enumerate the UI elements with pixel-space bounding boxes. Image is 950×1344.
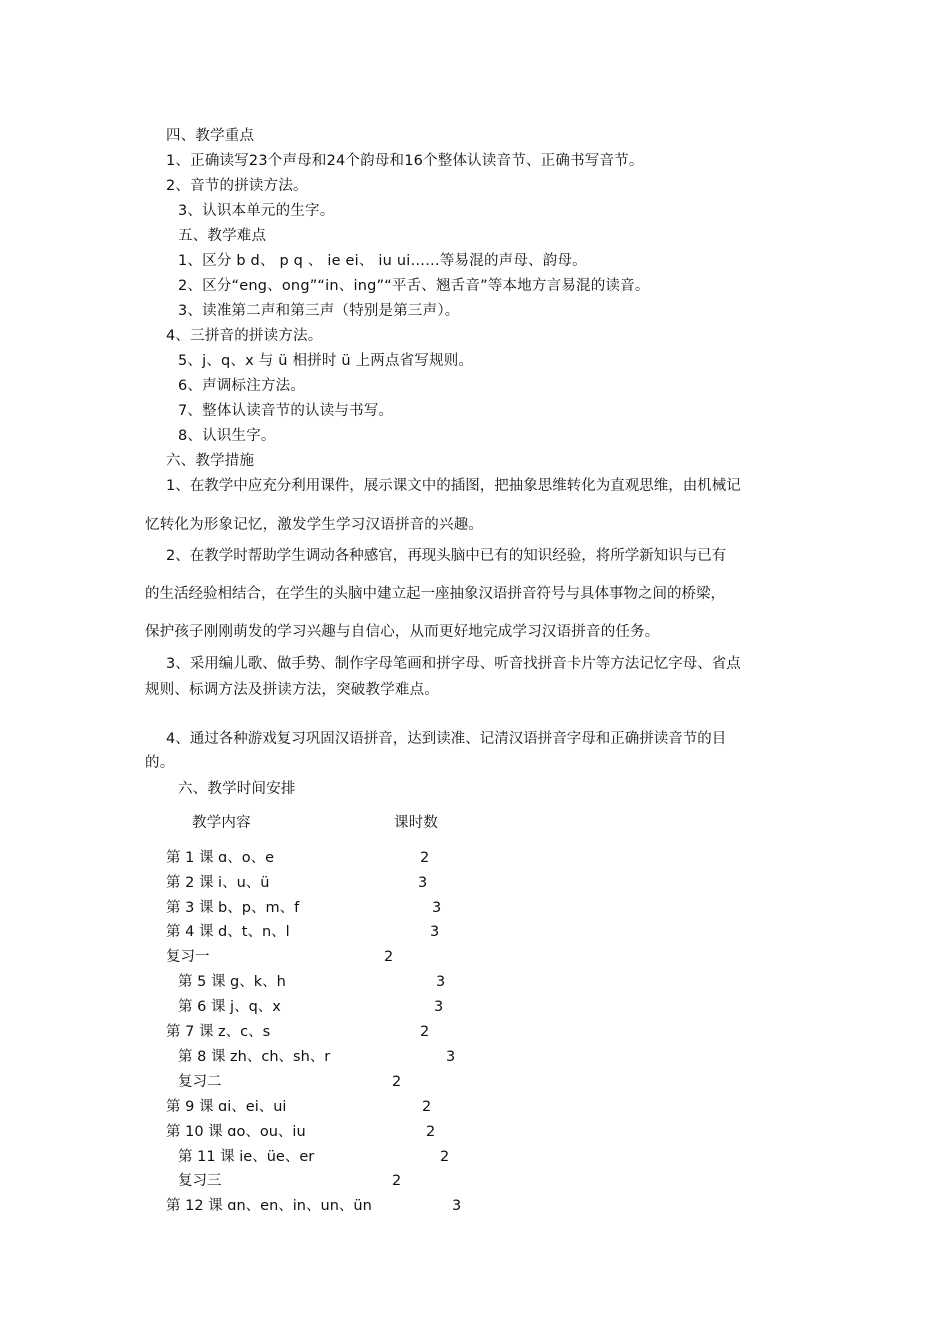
difficulty-item: 3、读准第二声和第三声（特别是第三声）。 xyxy=(178,303,460,319)
schedule-row-hours: 3 xyxy=(418,875,428,891)
schedule-row-content: 复习一 xyxy=(166,949,210,965)
schedule-row-content: 第 6 课 j、q、x xyxy=(178,999,281,1015)
schedule-row-hours: 2 xyxy=(426,1124,436,1140)
schedule-row-content: 第 11 课 ie、üe、er xyxy=(178,1149,315,1165)
schedule-row-hours: 2 xyxy=(422,1099,432,1115)
schedule-row-content: 第 4 课 d、t、n、l xyxy=(166,924,290,940)
schedule-row-hours: 2 xyxy=(440,1149,450,1165)
section-heading-difficulties: 五、教学难点 xyxy=(178,228,267,244)
measure-line: 2、在教学时帮助学生调动各种感官，再现头脑中已有的知识经验，将所学新知识与已有 xyxy=(166,548,727,564)
difficulty-item: 7、整体认读音节的认读与书写。 xyxy=(178,403,394,419)
key-point-item: 1、正确读写23个声母和24个韵母和16个整体认读音节、正确书写音节。 xyxy=(166,153,644,169)
schedule-row-content: 第 3 课 b、p、m、f xyxy=(166,900,300,916)
measure-line: 4、通过各种游戏复习巩固汉语拼音，达到读准、记清汉语拼音字母和正确拼读音节的目 xyxy=(166,731,727,747)
measure-line: 的。 xyxy=(145,755,175,771)
key-point-item: 3、认识本单元的生字。 xyxy=(178,203,335,219)
schedule-row-hours: 2 xyxy=(392,1074,402,1090)
measure-line: 3、采用编儿歌、做手势、制作字母笔画和拼字母、听音找拼音卡片等方法记忆字母、省点 xyxy=(166,656,741,672)
schedule-row-hours: 2 xyxy=(384,949,394,965)
schedule-row-hours: 3 xyxy=(434,999,444,1015)
difficulty-item: 4、三拼音的拼读方法。 xyxy=(166,328,323,344)
schedule-row-hours: 3 xyxy=(430,924,440,940)
schedule-row-content: 复习三 xyxy=(178,1173,222,1189)
difficulty-item: 5、j、q、x 与 ü 相拼时 ü 上两点省写规则。 xyxy=(178,353,474,369)
schedule-row-content: 第 10 课 ɑo、ou、iu xyxy=(166,1124,306,1140)
difficulty-item: 1、区分 b d、 p q 、 ie ei、 iu ui……等易混的声母、韵母。 xyxy=(178,253,587,269)
difficulty-item: 6、声调标注方法。 xyxy=(178,378,306,394)
section-heading-measures: 六、教学措施 xyxy=(166,453,255,469)
difficulty-item: 2、区分“eng、ong”“in、ing”“平舌、翘舌音”等本地方言易混的读音。 xyxy=(178,278,650,294)
schedule-row-content: 复习二 xyxy=(178,1074,222,1090)
key-point-item: 2、音节的拼读方法。 xyxy=(166,178,308,194)
schedule-row-content: 第 8 课 zh、ch、sh、r xyxy=(178,1049,331,1065)
schedule-row-content: 第 7 课 z、c、s xyxy=(166,1024,271,1040)
section-heading-schedule: 六、教学时间安排 xyxy=(178,781,296,797)
schedule-row-hours: 3 xyxy=(432,900,442,916)
schedule-row-hours: 3 xyxy=(436,974,446,990)
schedule-row-hours: 2 xyxy=(420,850,430,866)
schedule-row-content: 第 12 课 ɑn、en、in、un、ün xyxy=(166,1198,372,1214)
schedule-row-hours: 3 xyxy=(446,1049,456,1065)
schedule-row-content: 第 1 课 ɑ、o、e xyxy=(166,850,275,866)
schedule-header-content: 教学内容 xyxy=(192,815,251,831)
difficulty-item: 8、认识生字。 xyxy=(178,428,276,444)
measure-line: 的生活经验相结合，在学生的头脑中建立起一座抽象汉语拼音符号与具体事物之间的桥梁， xyxy=(145,586,725,602)
section-heading-key-points: 四、教学重点 xyxy=(166,128,255,144)
measure-line: 规则、标调方法及拼读方法，突破教学难点。 xyxy=(145,682,439,698)
schedule-header-hours: 课时数 xyxy=(394,815,439,831)
measure-line: 忆转化为形象记忆，激发学生学习汉语拼音的兴趣。 xyxy=(145,517,484,533)
schedule-row-hours: 3 xyxy=(452,1198,462,1214)
schedule-row-hours: 2 xyxy=(420,1024,430,1040)
schedule-row-content: 第 9 课 ɑi、ei、ui xyxy=(166,1099,287,1115)
measure-line: 1、在教学中应充分利用课件，展示课文中的插图，把抽象思维转化为直观思维，由机械记 xyxy=(166,478,741,494)
measure-line: 保护孩子刚刚萌发的学习兴趣与自信心，从而更好地完成学习汉语拼音的任务。 xyxy=(145,624,660,640)
schedule-row-hours: 2 xyxy=(392,1173,402,1189)
schedule-row-content: 第 5 课 g、k、h xyxy=(178,974,286,990)
schedule-row-content: 第 2 课 i、u、ü xyxy=(166,875,270,891)
